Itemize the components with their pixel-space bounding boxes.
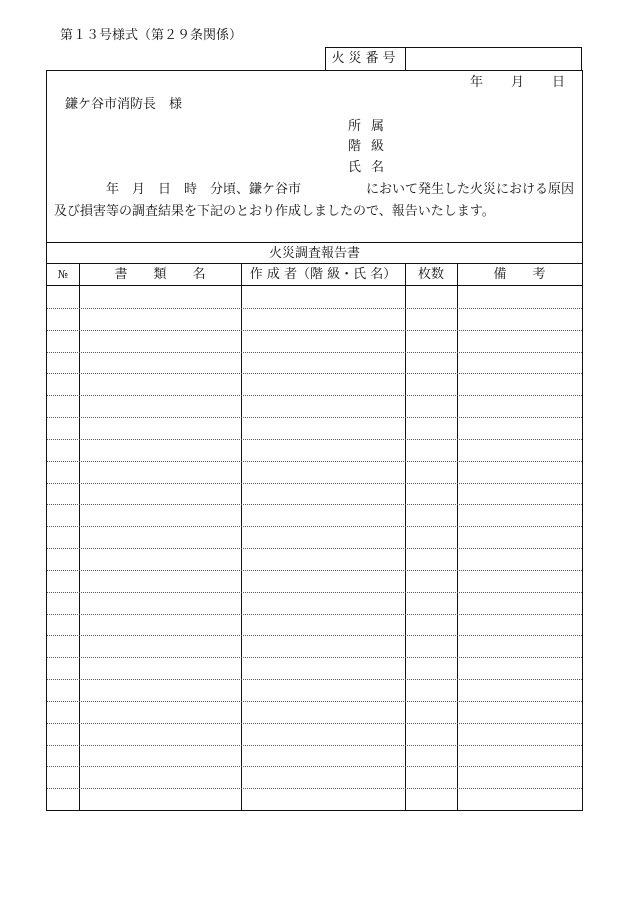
report-table xyxy=(47,242,582,810)
column-header-author: 作 成 者（階 級・氏 名） xyxy=(241,264,405,286)
date-year-label: 年 xyxy=(470,75,484,90)
table-row-divider xyxy=(47,439,582,440)
addressee: 鎌ケ谷市消防長 様 xyxy=(65,97,183,112)
table-row-divider xyxy=(47,395,582,396)
date-month-label: 月 xyxy=(511,75,525,90)
column-header-remarks: 備 考 xyxy=(457,264,582,286)
column-divider xyxy=(457,264,458,810)
table-row-divider xyxy=(47,330,582,331)
table-row-divider xyxy=(47,657,582,658)
body-text-line-1: 年 月 日 時 分頃、鎌ケ谷市 において発生した火災における原因 xyxy=(106,182,575,197)
table-title: 火災調査報告書 xyxy=(47,242,582,264)
form-number: 第１３号様式（第２９条関係） xyxy=(60,28,243,43)
signature-affiliation-label: 所属 xyxy=(348,119,395,134)
table-row-divider xyxy=(47,592,582,593)
table-row-divider xyxy=(47,570,582,571)
fire-number-box xyxy=(325,47,582,70)
table-row-divider xyxy=(47,679,582,680)
table-row-divider xyxy=(47,373,582,374)
fire-number-field[interactable] xyxy=(407,48,581,70)
body-text-line-2: 及び損害等の調査結果を下記のとおり作成しましたので、報告いたします。 xyxy=(54,204,495,219)
table-row-divider xyxy=(47,504,582,505)
table-row-divider xyxy=(47,308,582,309)
table-row-divider xyxy=(47,461,582,462)
table-row-divider xyxy=(47,635,582,636)
table-row-divider xyxy=(47,745,582,746)
fire-number-label: 火災番号 xyxy=(326,48,406,70)
table-row-divider xyxy=(47,766,582,767)
table-row-divider xyxy=(47,483,582,484)
column-divider xyxy=(405,264,406,810)
table-row-divider xyxy=(47,548,582,549)
table-row-divider xyxy=(47,614,582,615)
date-day-label: 日 xyxy=(552,75,566,90)
table-row-divider xyxy=(47,417,582,418)
table-row-divider xyxy=(47,352,582,353)
column-header-count: 枚数 xyxy=(405,264,457,286)
signature-rank-label: 階級 xyxy=(348,139,395,154)
column-divider xyxy=(79,264,80,810)
column-header-document-name: 書 類 名 xyxy=(79,264,241,286)
table-row-divider xyxy=(47,526,582,527)
table-row-divider xyxy=(47,723,582,724)
table-row-divider xyxy=(47,788,582,789)
table-row-divider xyxy=(47,701,582,702)
signature-name-label: 氏名 xyxy=(348,160,395,175)
column-header-no: № xyxy=(47,264,79,286)
column-divider xyxy=(241,264,242,810)
